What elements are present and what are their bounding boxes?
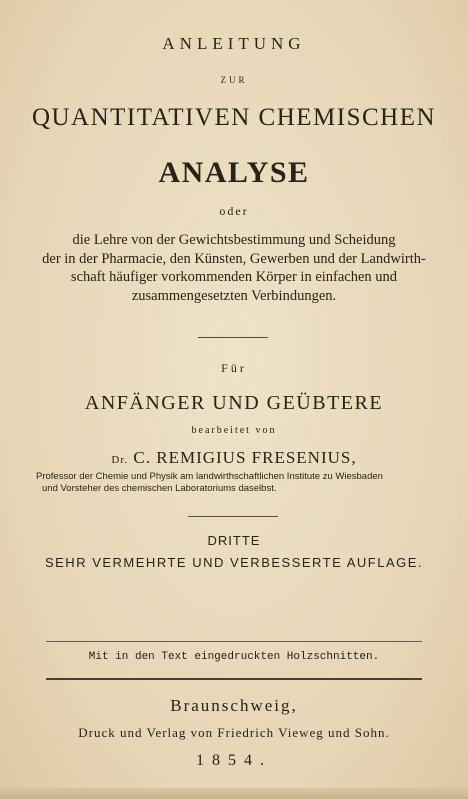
line-bearbeitet: bearbeitet von (191, 425, 277, 436)
edition-text: SEHR VERMEHRTE UND VERBESSERTE AUFLAGE. (44, 555, 424, 570)
description-line: zusammengesetzten Verbindungen. (131, 287, 337, 304)
author-name: C. REMIGIUS FRESENIUS, (133, 448, 357, 467)
line-fuer: Für (221, 361, 247, 375)
edition-number: DRITTE (207, 533, 261, 548)
divider (198, 337, 268, 338)
heading-oder: oder (219, 204, 249, 218)
heading-zur: ZUR (220, 75, 248, 85)
heading-analyse: ANALYSE (158, 156, 310, 189)
heading-anleitung: ANLEITUNG (162, 34, 306, 53)
audience-heading: ANFÄNGER UND GEÜBTERE (84, 392, 384, 414)
author-line (0, 448, 468, 468)
affiliation-line: und Vorsteher des chemischen Laboratoriums daselbst. (42, 483, 277, 494)
author-prefix: Dr. (111, 454, 129, 466)
description-line: der in der Pharmacie, den Künsten, Gewerben und der Landwirth- (42, 250, 426, 267)
subtitle-description (0, 231, 468, 305)
heading-quantitativen: QUANTITATIVEN CHEMISCHEN (31, 104, 437, 131)
affiliation-line: Professor der Chemie und Physik am landwirthschaftlichen Institute zu Wiesbaden (36, 471, 383, 482)
divider (188, 516, 278, 517)
author-affiliation (36, 471, 456, 495)
page-edge (0, 788, 468, 799)
description-line: die Lehre von der Gewichtsbestimmung und Scheidung (72, 232, 396, 248)
description-line: schaft häufiger vorkommenden Körper in einfachen und (70, 269, 398, 285)
imprint-publisher: Druck und Verlag von Friedrich Vieweg und Sohn. (78, 725, 390, 740)
imprint-place: Braunschweig, (170, 696, 298, 715)
imprint-year: 1854. (196, 752, 272, 769)
illustrations-note: Mit in den Text eingedruckten Holzschnitten. (88, 651, 380, 663)
divider (46, 641, 422, 642)
divider (46, 678, 422, 680)
